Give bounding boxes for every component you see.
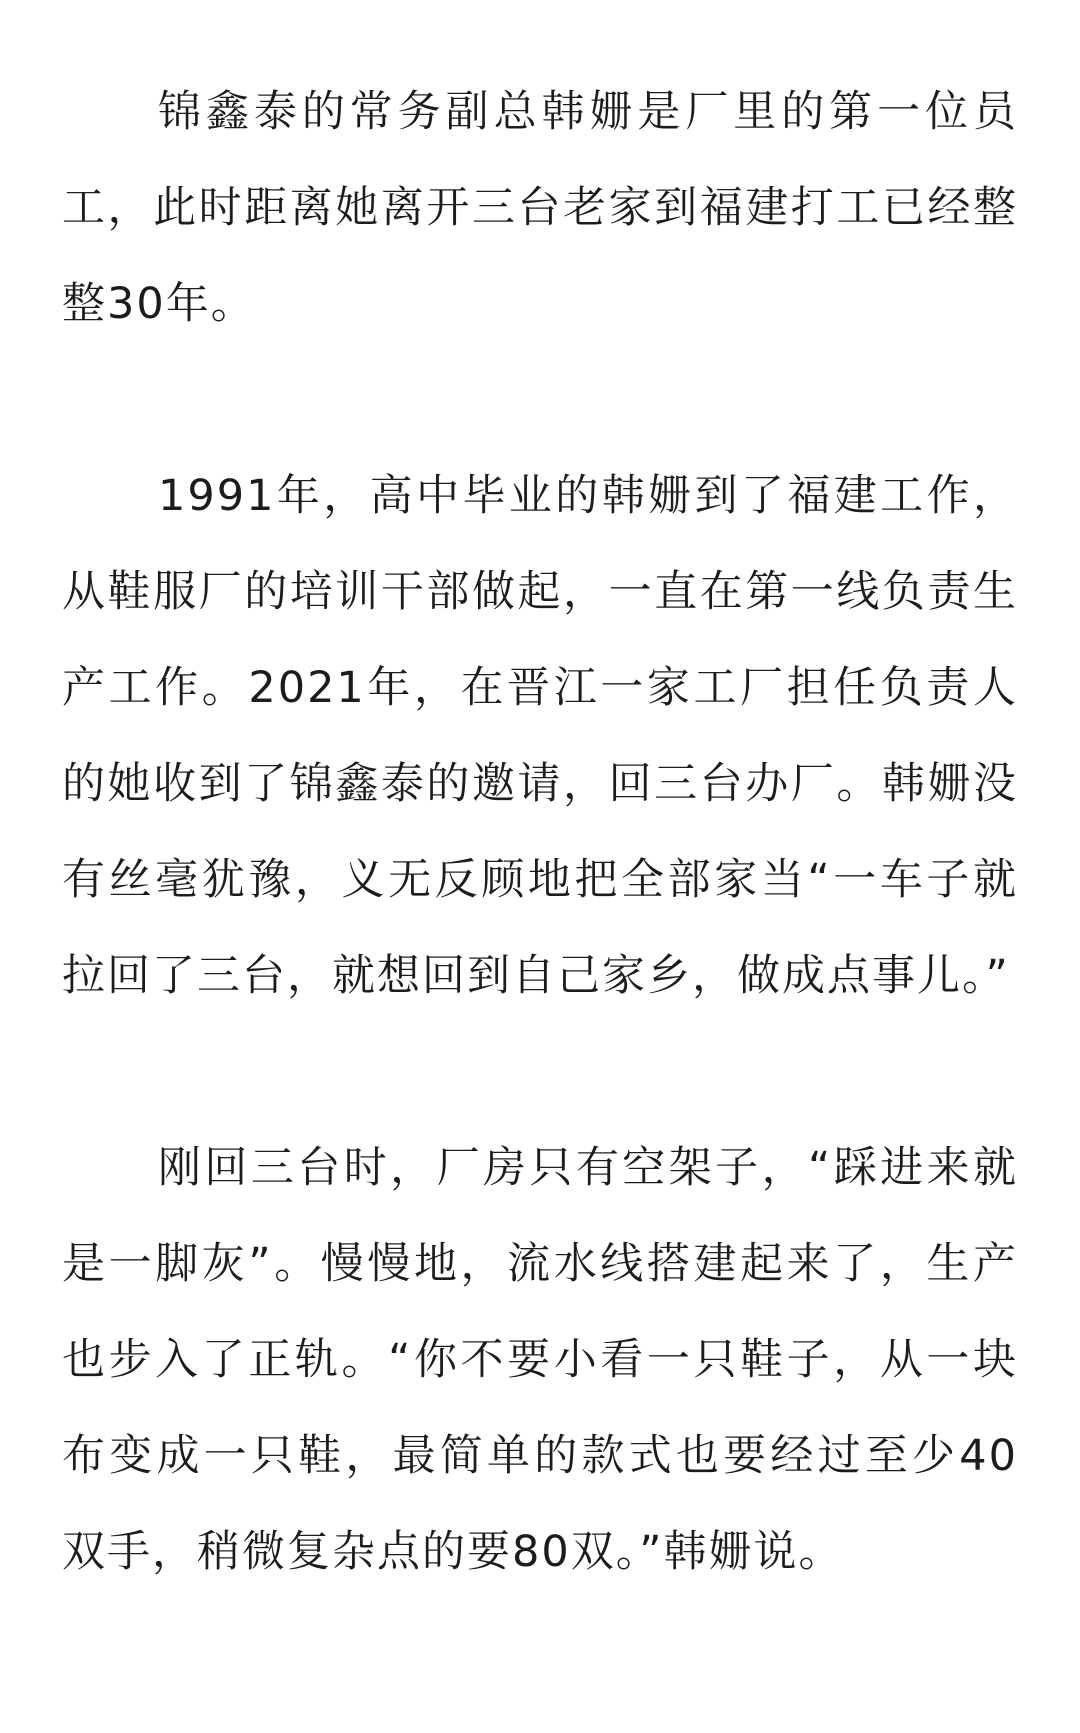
paragraph-1: 锦鑫泰的常务副总韩姗是厂里的第一位员工，此时距离她离开三台老家到福建打工已经整整30年。 [62,87,1018,329]
paragraph-2: 1991年，高中毕业的韩姗到了福建工作，从鞋服厂的培训干部做起，一直在第一线负责生产工作。2021年，在晋江一家工厂担任负责人的她收到了锦鑫泰的邀请，回三台办厂。韩姗没有丝毫犹豫，义无反顾地把全部家当“一车子就拉回了三台，就想回到自己家乡，做成点事儿。” [62,471,1018,1001]
paragraph-3: 刚回三台时，厂房只有空架子，“踩进来就是一脚灰”。慢慢地，流水线搭建起来了，生产也步入了正轨。“你不要小看一只鞋子，从一块布变成一只鞋，最简单的款式也要经过至少40双手，稍微复杂点的要80双。”韩姗说。 [62,1143,1018,1577]
article-body [62,64,1018,1600]
